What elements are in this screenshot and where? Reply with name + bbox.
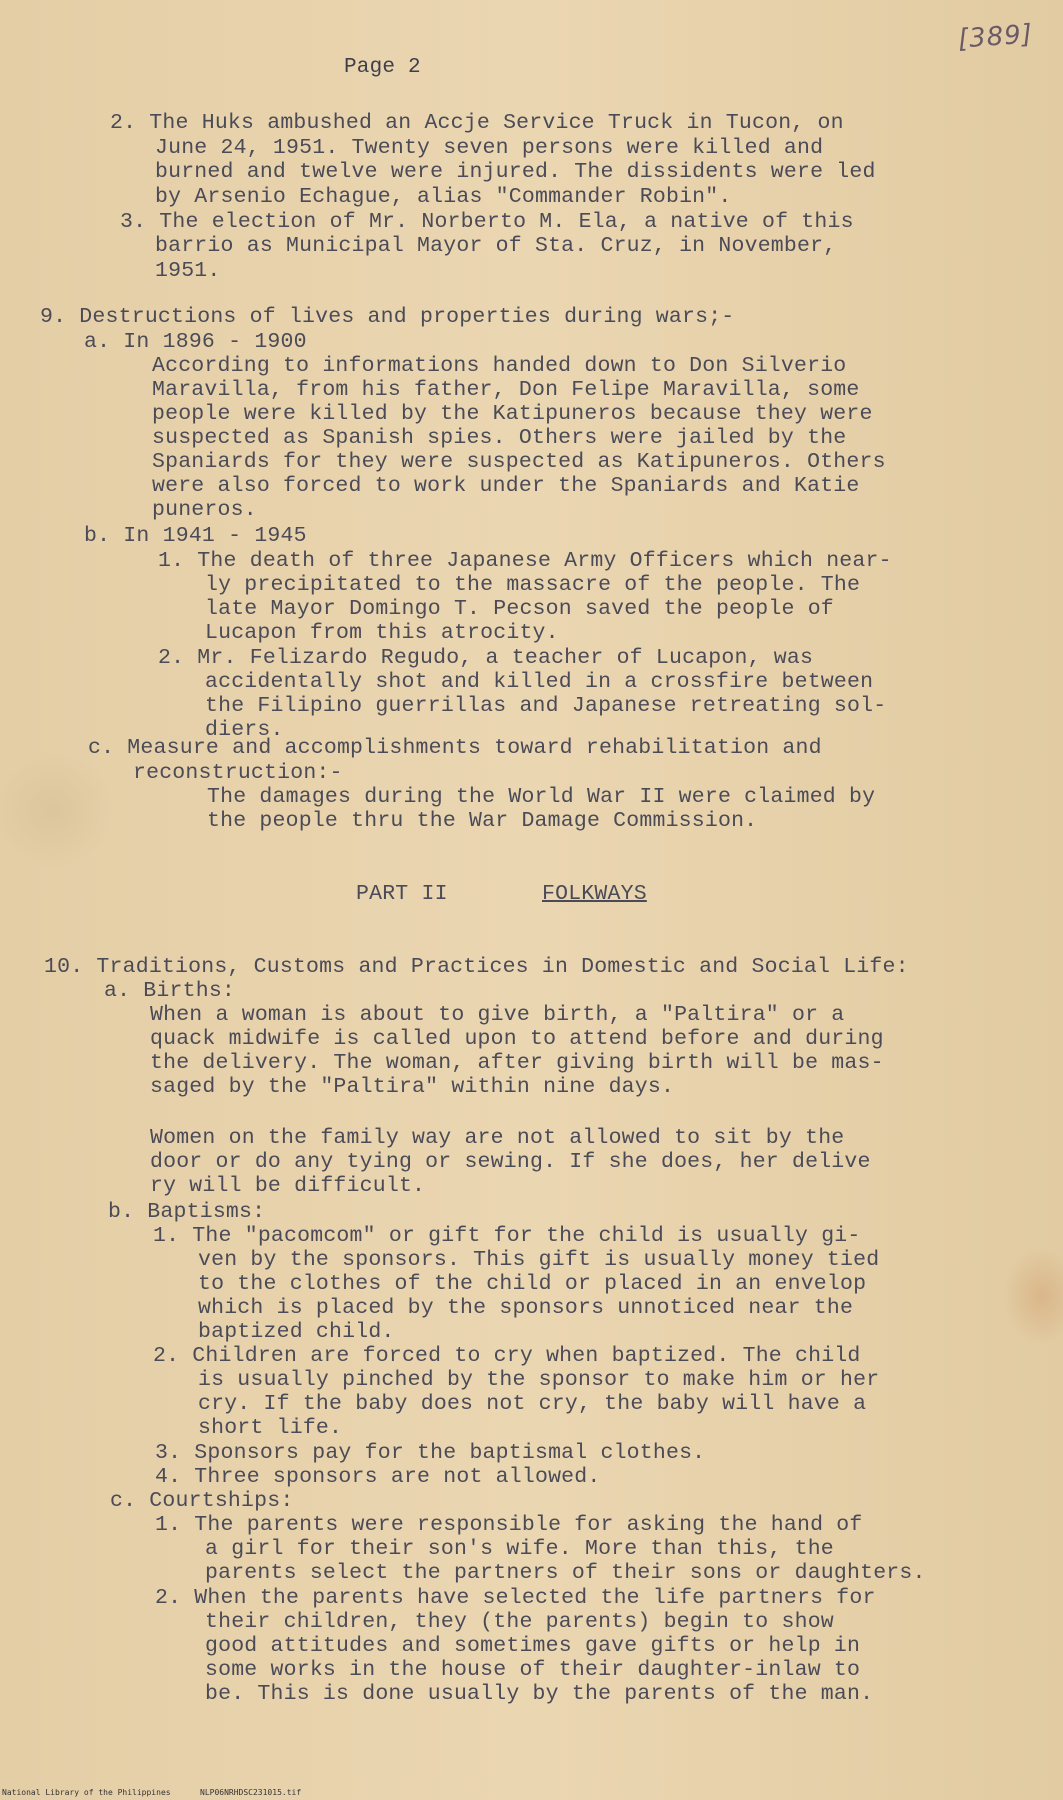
text-line: When a woman is about to give birth, a "Paltira" or a <box>150 1003 845 1027</box>
text-line: 1951. <box>155 259 221 283</box>
text-line: puneros. <box>152 498 257 522</box>
subsection-heading: b. In 1941 - 1945 <box>84 524 307 548</box>
text-line: 2. Children are forced to cry when baptized. The child <box>153 1344 861 1368</box>
text-line: quack midwife is called upon to attend before and during <box>150 1027 884 1051</box>
text-line: 4. Three sponsors are not allowed. <box>155 1465 601 1489</box>
subsection-heading: b. Baptisms: <box>108 1200 266 1224</box>
text-line: ly precipitated to the massacre of the people. The <box>205 573 861 597</box>
text-line: 3. Sponsors pay for the baptismal clothes. <box>155 1441 706 1465</box>
text-line: Women on the family way are not allowed to sit by the <box>150 1126 845 1150</box>
text-line: accidentally shot and killed in a crossfire between <box>205 670 874 694</box>
section-heading: 9. Destructions of lives and properties during wars;- <box>40 305 735 329</box>
subsection-heading: a. Births: <box>104 979 236 1003</box>
handwritten-page-number: [389] <box>957 19 1034 55</box>
text-line: some works in the house of their daughter-inlaw to <box>205 1658 861 1682</box>
text-line: The damages during the World War II were claimed by <box>207 785 876 809</box>
text-line: ven by the sponsors. This gift is usually money tied <box>198 1248 880 1272</box>
text-line: to the clothes of the child or placed in an envelop <box>198 1272 867 1296</box>
part-title: FOLKWAYS <box>542 882 647 906</box>
text-line: late Mayor Domingo T. Pecson saved the people of <box>205 597 834 621</box>
section-heading: 10. Traditions, Customs and Practices in Domestic and Social Life: <box>44 955 909 979</box>
text-line: saged by the "Paltira" within nine days. <box>150 1075 675 1099</box>
text-line: parents select the partners of their sons or daughters. <box>205 1561 926 1585</box>
text-line: the people thru the War Damage Commission. <box>207 809 758 833</box>
text-line: cry. If the baby does not cry, the baby will have a <box>198 1392 867 1416</box>
text-line: diers. <box>205 718 284 742</box>
footer-file-name: NLP06NRHDSC231015.tif <box>200 1788 302 1797</box>
text-line: reconstruction:- <box>133 761 343 785</box>
text-line: June 24, 1951. Twenty seven persons were killed and <box>155 136 824 160</box>
text-line: 1. The parents were responsible for asking the hand of <box>155 1513 863 1537</box>
text-line: by Arsenio Echague, alias "Commander Robin". <box>155 185 732 209</box>
text-line: Maravilla, from his father, Don Felipe Maravilla, some <box>152 378 860 402</box>
text-line: 2. The Huks ambushed an Accje Service Truck in Tucon, on <box>110 111 844 135</box>
subsection-heading: c. Courtships: <box>110 1489 294 1513</box>
text-line: burned and twelve were injured. The dissidents were led <box>155 160 876 184</box>
page-label: Page 2 <box>344 56 421 79</box>
subsection-heading: a. In 1896 - 1900 <box>84 330 307 354</box>
text-line: a girl for their son's wife. More than this, the <box>205 1537 834 1561</box>
text-line: good attitudes and sometimes gave gifts or help in <box>205 1634 861 1658</box>
text-line: 1. The death of three Japanese Army Officers which near- <box>158 549 892 573</box>
text-line: which is placed by the sponsors unnoticed near the <box>198 1296 854 1320</box>
text-line: short life. <box>198 1416 343 1440</box>
text-line: ry will be difficult. <box>150 1174 426 1198</box>
text-line: Spaniards for they were suspected as Katipuneros. Others <box>152 450 886 474</box>
text-line: the delivery. The woman, after giving birth will be mas- <box>150 1051 884 1075</box>
text-line: According to informations handed down to Don Silverio <box>152 354 847 378</box>
part-heading: PART II <box>356 882 448 906</box>
text-line: their children, they (the parents) begin to show <box>205 1610 834 1634</box>
text-line: 3. The election of Mr. Norberto M. Ela, a native of this <box>120 210 854 234</box>
text-line: be. This is done usually by the parents of the man. <box>205 1682 874 1706</box>
text-line: baptized child. <box>198 1320 395 1344</box>
text-line: door or do any tying or sewing. If she does, her delive <box>150 1150 871 1174</box>
text-line: barrio as Municipal Mayor of Sta. Cruz, in November, <box>155 234 837 258</box>
text-line: is usually pinched by the sponsor to make him or her <box>198 1368 880 1392</box>
text-line: the Filipino guerrillas and Japanese retreating sol- <box>205 694 887 718</box>
text-line: 2. When the parents have selected the life partners for <box>155 1586 876 1610</box>
text-line: were also forced to work under the Spaniards and Katie <box>152 474 860 498</box>
text-line: 2. Mr. Felizardo Regudo, a teacher of Lucapon, was <box>158 646 814 670</box>
text-line: people were killed by the Katipuneros because they were <box>152 402 873 426</box>
subsection-heading: c. Measure and accomplishments toward rehabilitation and <box>88 736 822 760</box>
footer-archive-name: National Library of the Philippines <box>2 1788 171 1797</box>
text-line: suspected as Spanish spies. Others were jailed by the <box>152 426 847 450</box>
text-line: Lucapon from this atrocity. <box>205 621 559 645</box>
text-line: 1. The "pacomcom" or gift for the child is usually gi- <box>153 1224 861 1248</box>
